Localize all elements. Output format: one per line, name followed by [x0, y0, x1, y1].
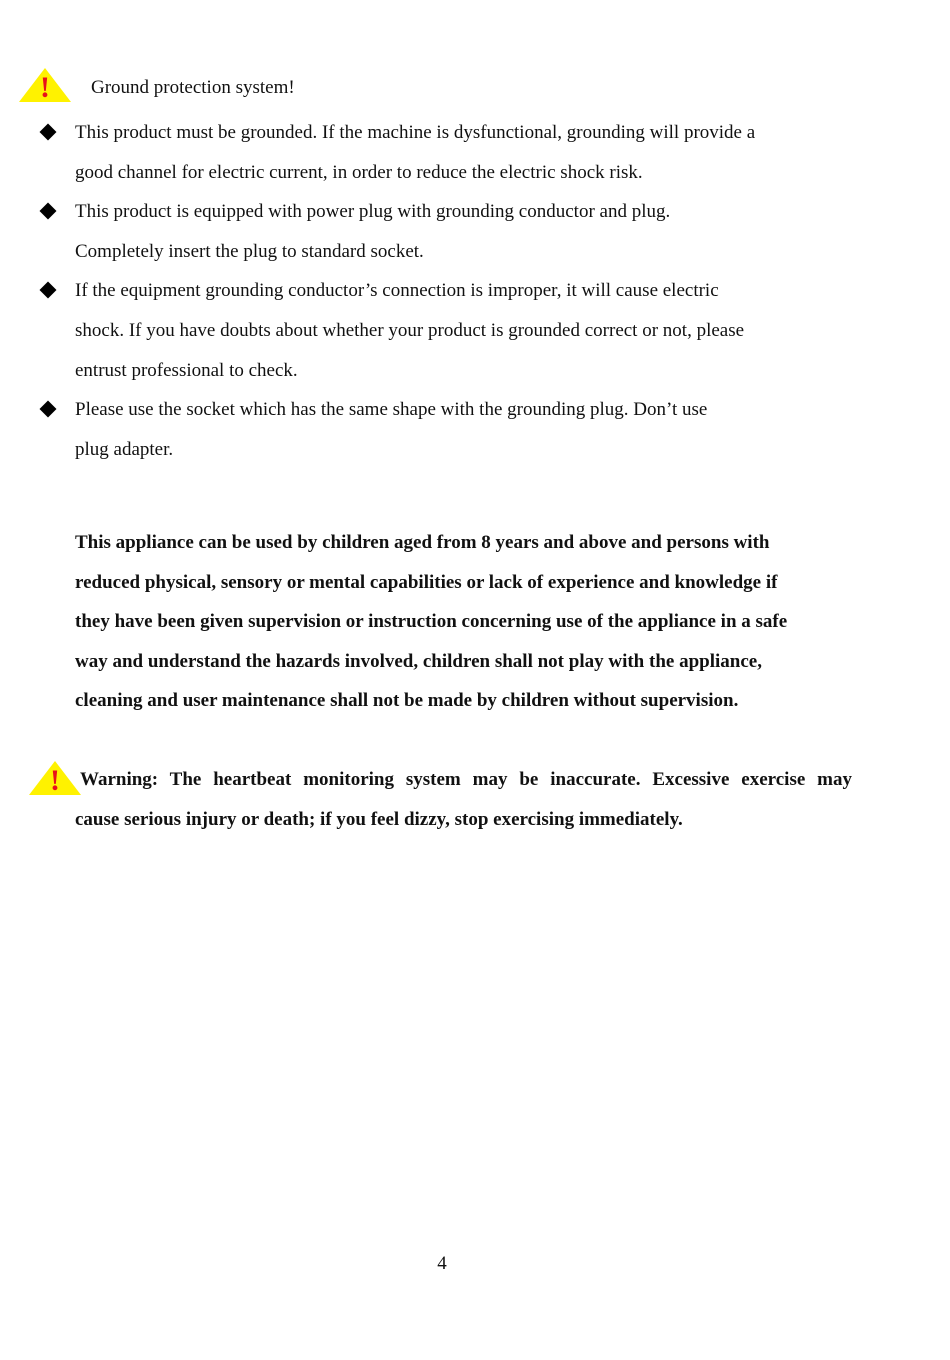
diamond-bullet-icon: [40, 282, 57, 299]
heartbeat-warning-line: Warning: The heartbeat monitoring system may be inaccurate. Excessive exercise may: [80, 769, 852, 790]
diamond-bullet-icon: [40, 124, 57, 141]
ground-protection-header: [18, 66, 295, 104]
list-item-line: This product is equipped with power plug with grounding conductor and plug.: [75, 201, 671, 223]
svg-text:!: !: [40, 71, 50, 103]
notice-line: This appliance can be used by children aged from 8 years and above and persons with: [75, 532, 770, 553]
diamond-bullet-icon: [40, 203, 57, 220]
ground-protection-title: Ground protection system!: [91, 77, 295, 98]
heartbeat-warning-line: cause serious injury or death; if you feel dizzy, stop exercising immediately.: [75, 809, 683, 830]
list-item: [40, 271, 840, 390]
notice-line: cleaning and user maintenance shall not be made by children without supervision.: [75, 690, 739, 712]
page-number: 4: [437, 1253, 447, 1274]
notice-line: they have been given supervision or instruction concerning use of the appliance in a safe: [75, 611, 788, 633]
list-item-line: plug adapter.: [75, 438, 174, 460]
list-item-line: This product must be grounded. If the machine is dysfunctional, grounding will provide a: [75, 122, 756, 143]
list-item-line: Completely insert the plug to standard socket.: [75, 240, 424, 262]
list-item: [40, 390, 840, 469]
diamond-bullet-icon: [40, 401, 57, 418]
list-item-line: entrust professional to check.: [75, 359, 298, 381]
svg-text:!: !: [50, 764, 60, 796]
warning-triangle-icon: [28, 760, 82, 796]
ground-protection-list: [40, 113, 840, 469]
list-item: [40, 192, 840, 271]
list-item-line: Please use the socket which has the same shape with the grounding plug. Don’t use: [75, 399, 708, 421]
children-safety-notice: [75, 523, 865, 721]
notice-line: way and understand the hazards involved, children shall not play with the appliance,: [75, 650, 762, 672]
list-item-line: If the equipment grounding conductor’s connection is improper, it will cause electric: [75, 280, 719, 302]
warning-triangle-icon: [18, 67, 72, 103]
list-item-line: good channel for electric current, in order to reduce the electric shock risk.: [75, 161, 643, 183]
list-item: [40, 113, 840, 192]
notice-line: reduced physical, sensory or mental capabilities or lack of experience and knowledge if: [75, 571, 778, 593]
list-item-line: shock. If you have doubts about whether your product is grounded correct or not, please: [75, 319, 745, 341]
